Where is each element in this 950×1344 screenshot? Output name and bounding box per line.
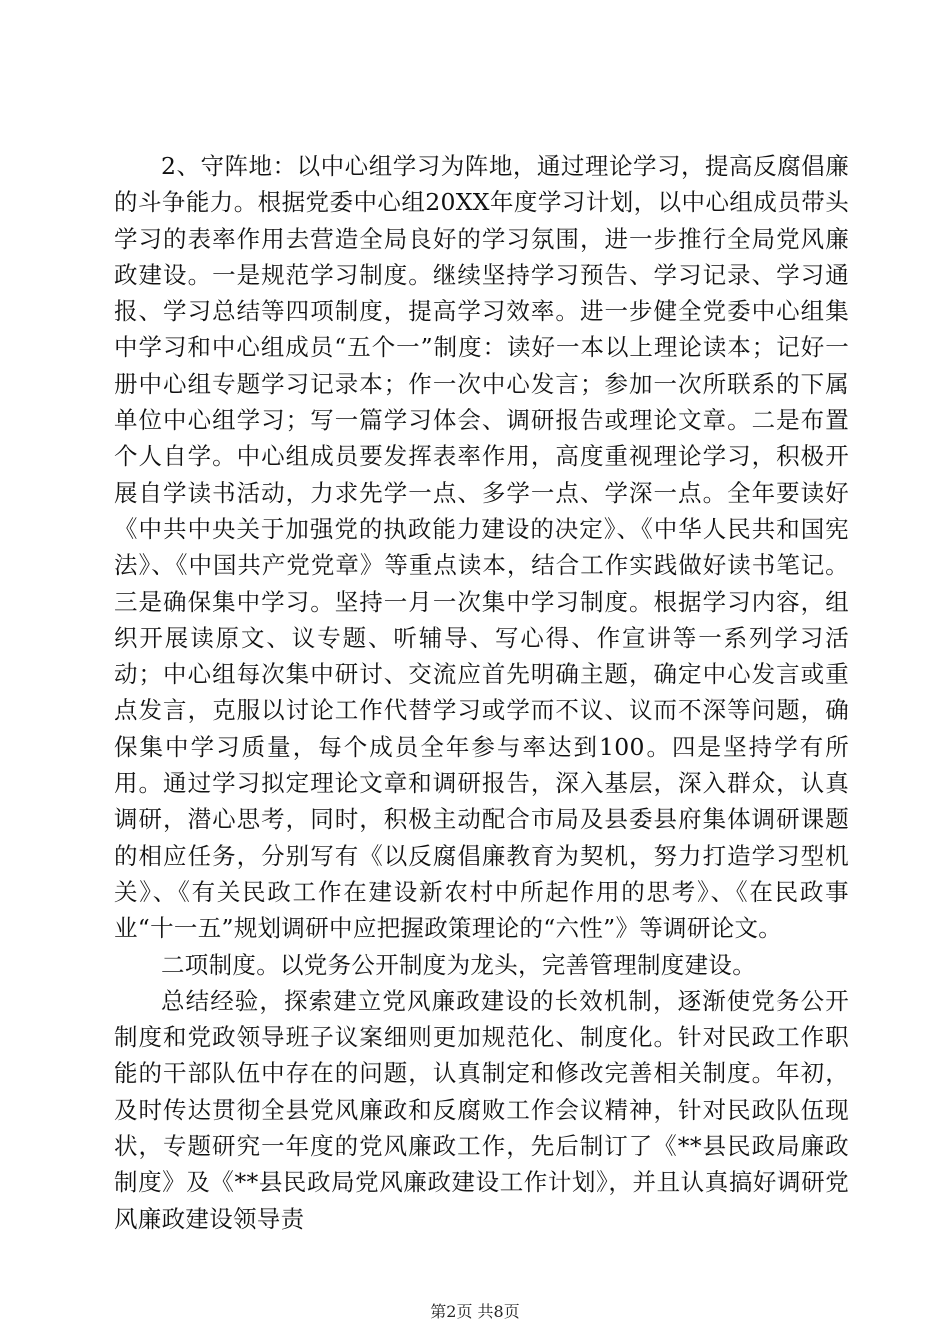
paragraph-summary-experience: 总结经验，探索建立党风廉政建设的长效机制，逐渐使党务公开制度和党政领导班子议案细则更加规范化、制度化。针对民政工作职能的干部队伍中存在的问题，认真制定和修改完善相关制度。年初，及时传达贯彻全县党风廉政和反腐败工作会议精神，针对民政队伍现状，专题研究一年度的党风廉政工作，先后制订了《**县民政局廉政制度》及《**县民政局党风廉政建设工作计划》，并且认真搞好调研党风廉政建设领导责 [114, 986, 849, 1233]
page-number-footer: 第2页 共8页 [430, 1302, 520, 1321]
paragraph-two-systems-heading: 二项制度。以党务公开制度为龙头，完善管理制度建设。 [161, 950, 756, 979]
document-body [114, 148, 849, 1237]
paragraph-study-position: 2、守阵地：以中心组学习为阵地，通过理论学习，提高反腐倡廉的斗争能力。根据党委中心组20XX年度学习计划，以中心组成员带头学习的表率作用去营造全局良好的学习氛围，进一步推行全局党风廉政建设。一是规范学习制度。继续坚持学习预告、学习记录、学习通报、学习总结等四项制度，提高学习效率。进一步健全党委中心组集中学习和中心组成员“五个一”制度：读好一本以上理论读本；记好一册中心组专题学习记录本；作一次中心发言；参加一次所联系的下属单位中心组学习；写一篇学习体会、调研报告或理论文章。二是布置个人自学。中心组成员要发挥表率作用，高度重视理论学习，积极开展自学读书活动，力求先学一点、多学一点、学深一点。全年要读好《中共中央关于加强党的执政能力建设的决定》、《中华人民共和国宪法》、《中国共产党党章》等重点读本，结合工作实践做好读书笔记。三是确保集中学习。坚持一月一次集中学习制度。根据学习内容，组织开展读原文、议专题、听辅导、写心得、作宣讲等一系列学习活动；中心组每次集中研讨、交流应首先明确主题，确定中心发言或重点发言，克服以讨论工作代替学习或学而不议、议而不深等问题，确保集中学习质量，每个成员全年参与率达到100。四是坚持学有所用。通过学习拟定理论文章和调研报告，深入基层，深入群众，认真调研，潜心思考，同时，积极主动配合市局及县委县府集体调研课题的相应任务，分别写有《以反腐倡廉教育为契机，努力打造学习型机关》、《有关民政工作在建设新农村中所起作用的思考》、《在民政事业“十一五”规划调研中应把握政策理论的“六性”》等调研论文。 [114, 152, 849, 943]
